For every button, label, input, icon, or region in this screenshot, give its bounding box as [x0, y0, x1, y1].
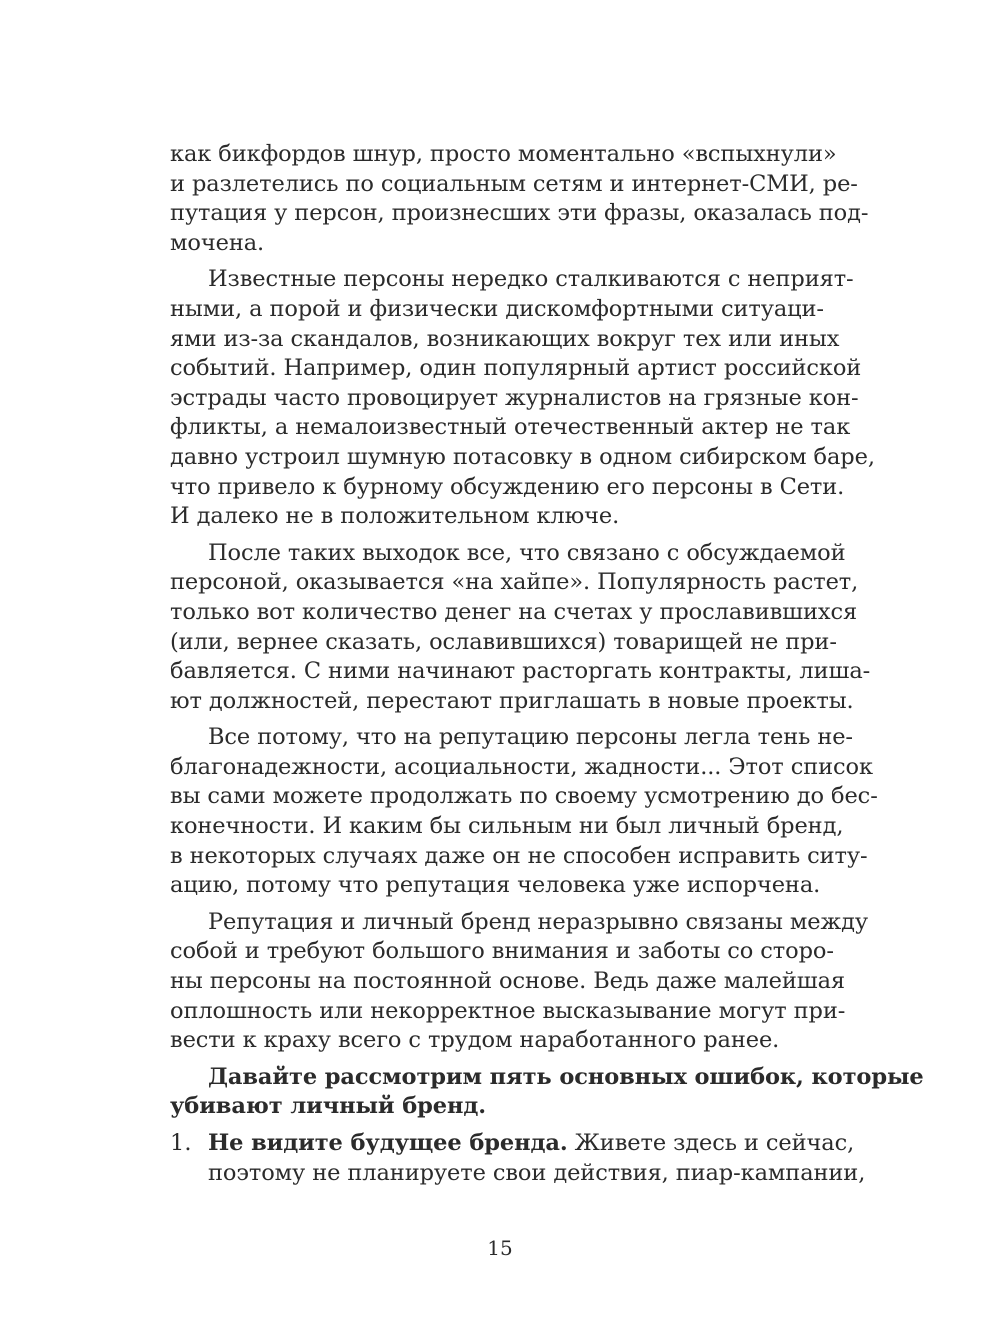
- list-number: 1.: [170, 1130, 192, 1156]
- paragraph-5: [170, 908, 868, 1056]
- text-line: После таких выходок все, что связано с обсуждаемой: [208, 539, 846, 566]
- page-body: [170, 140, 924, 1188]
- text-line: бавляется. С ними начинают расторгать контракты, лиша-: [170, 658, 871, 685]
- text-line: собой и требуют большого внимания и заботы со сторо-: [170, 938, 834, 965]
- text-line: Все потому, что на репутацию персоны легла тень не-: [208, 724, 853, 751]
- page-number: 15: [487, 1236, 513, 1260]
- text-line: мочена.: [170, 229, 265, 256]
- section-heading: [170, 1063, 924, 1122]
- heading-line: убивают личный бренд.: [170, 1093, 486, 1120]
- text-line: давно устроил шумную потасовку в одном сибирском баре,: [170, 443, 875, 470]
- text-line: в некоторых случаях даже он не способен исправить ситу-: [170, 842, 868, 869]
- text-line: событий. Например, один популярный артист российской: [170, 355, 862, 382]
- text-line: персоной, оказывается «на хайпе». Популярность растет,: [170, 569, 859, 596]
- text-line: путация у персон, произнесших эти фразы, оказалась под-: [170, 200, 869, 227]
- text-line: Известные персоны нередко сталкиваются с неприят-: [208, 266, 854, 293]
- list-item-title: Не видите будущее бренда.: [208, 1130, 568, 1156]
- list-line: поэтому не планируете свои действия, пиар-кампании,: [208, 1159, 866, 1186]
- text-line: вы сами можете продолжать по своему усмотрению до бес-: [170, 783, 878, 810]
- text-line: И далеко не в положительном ключе.: [170, 503, 620, 530]
- text-line: ями из-за скандалов, возникающих вокруг тех или иных: [170, 325, 840, 352]
- text-line: (или, вернее сказать, ославившихся) товарищей не при-: [170, 628, 837, 655]
- text-line: ны персоны на постоянной основе. Ведь даже малейшая: [170, 968, 846, 995]
- list-line: [208, 1129, 855, 1159]
- text-line: ными, а порой и физически дискомфортными ситуаци-: [170, 295, 824, 322]
- text-line: эстрады часто провоцирует журналистов на грязные кон-: [170, 384, 859, 411]
- paragraph-1: [170, 140, 869, 258]
- text-line: вести к краху всего с трудом наработанного ранее.: [170, 1027, 780, 1054]
- paragraph-2: [170, 265, 875, 531]
- paragraph-3: [170, 539, 871, 717]
- list-item-text: Живете здесь и сейчас,: [567, 1130, 855, 1156]
- text-line: Репутация и личный бренд неразрывно связаны между: [208, 908, 868, 935]
- text-line: оплошность или некорректное высказывание могут при-: [170, 997, 846, 1024]
- text-line: благонадежности, асоциальности, жадности... Этот список: [170, 753, 873, 780]
- text-line: ацию, потому что репутация человека уже испорчена.: [170, 872, 821, 899]
- heading-line: Давайте рассмотрим пять основных ошибок, которые: [208, 1063, 924, 1090]
- text-line: только вот количество денег на счетах у прославившихся: [170, 598, 858, 625]
- list-item: [170, 1129, 866, 1188]
- text-line: и разлетелись по социальным сетям и интернет-СМИ, ре-: [170, 170, 858, 197]
- text-line: как бикфордов шнур, просто моментально «вспыхнули»: [170, 141, 837, 167]
- paragraph-4: [170, 723, 878, 901]
- text-line: что привело к бурному обсуждению его персоны в Сети.: [170, 473, 845, 500]
- text-line: фликты, а немалоизвестный отечественный актер не так: [170, 414, 851, 441]
- text-line: конечности. И каким бы сильным ни был личный бренд,: [170, 813, 844, 840]
- text-line: ют должностей, перестают приглашать в новые проекты.: [170, 687, 854, 714]
